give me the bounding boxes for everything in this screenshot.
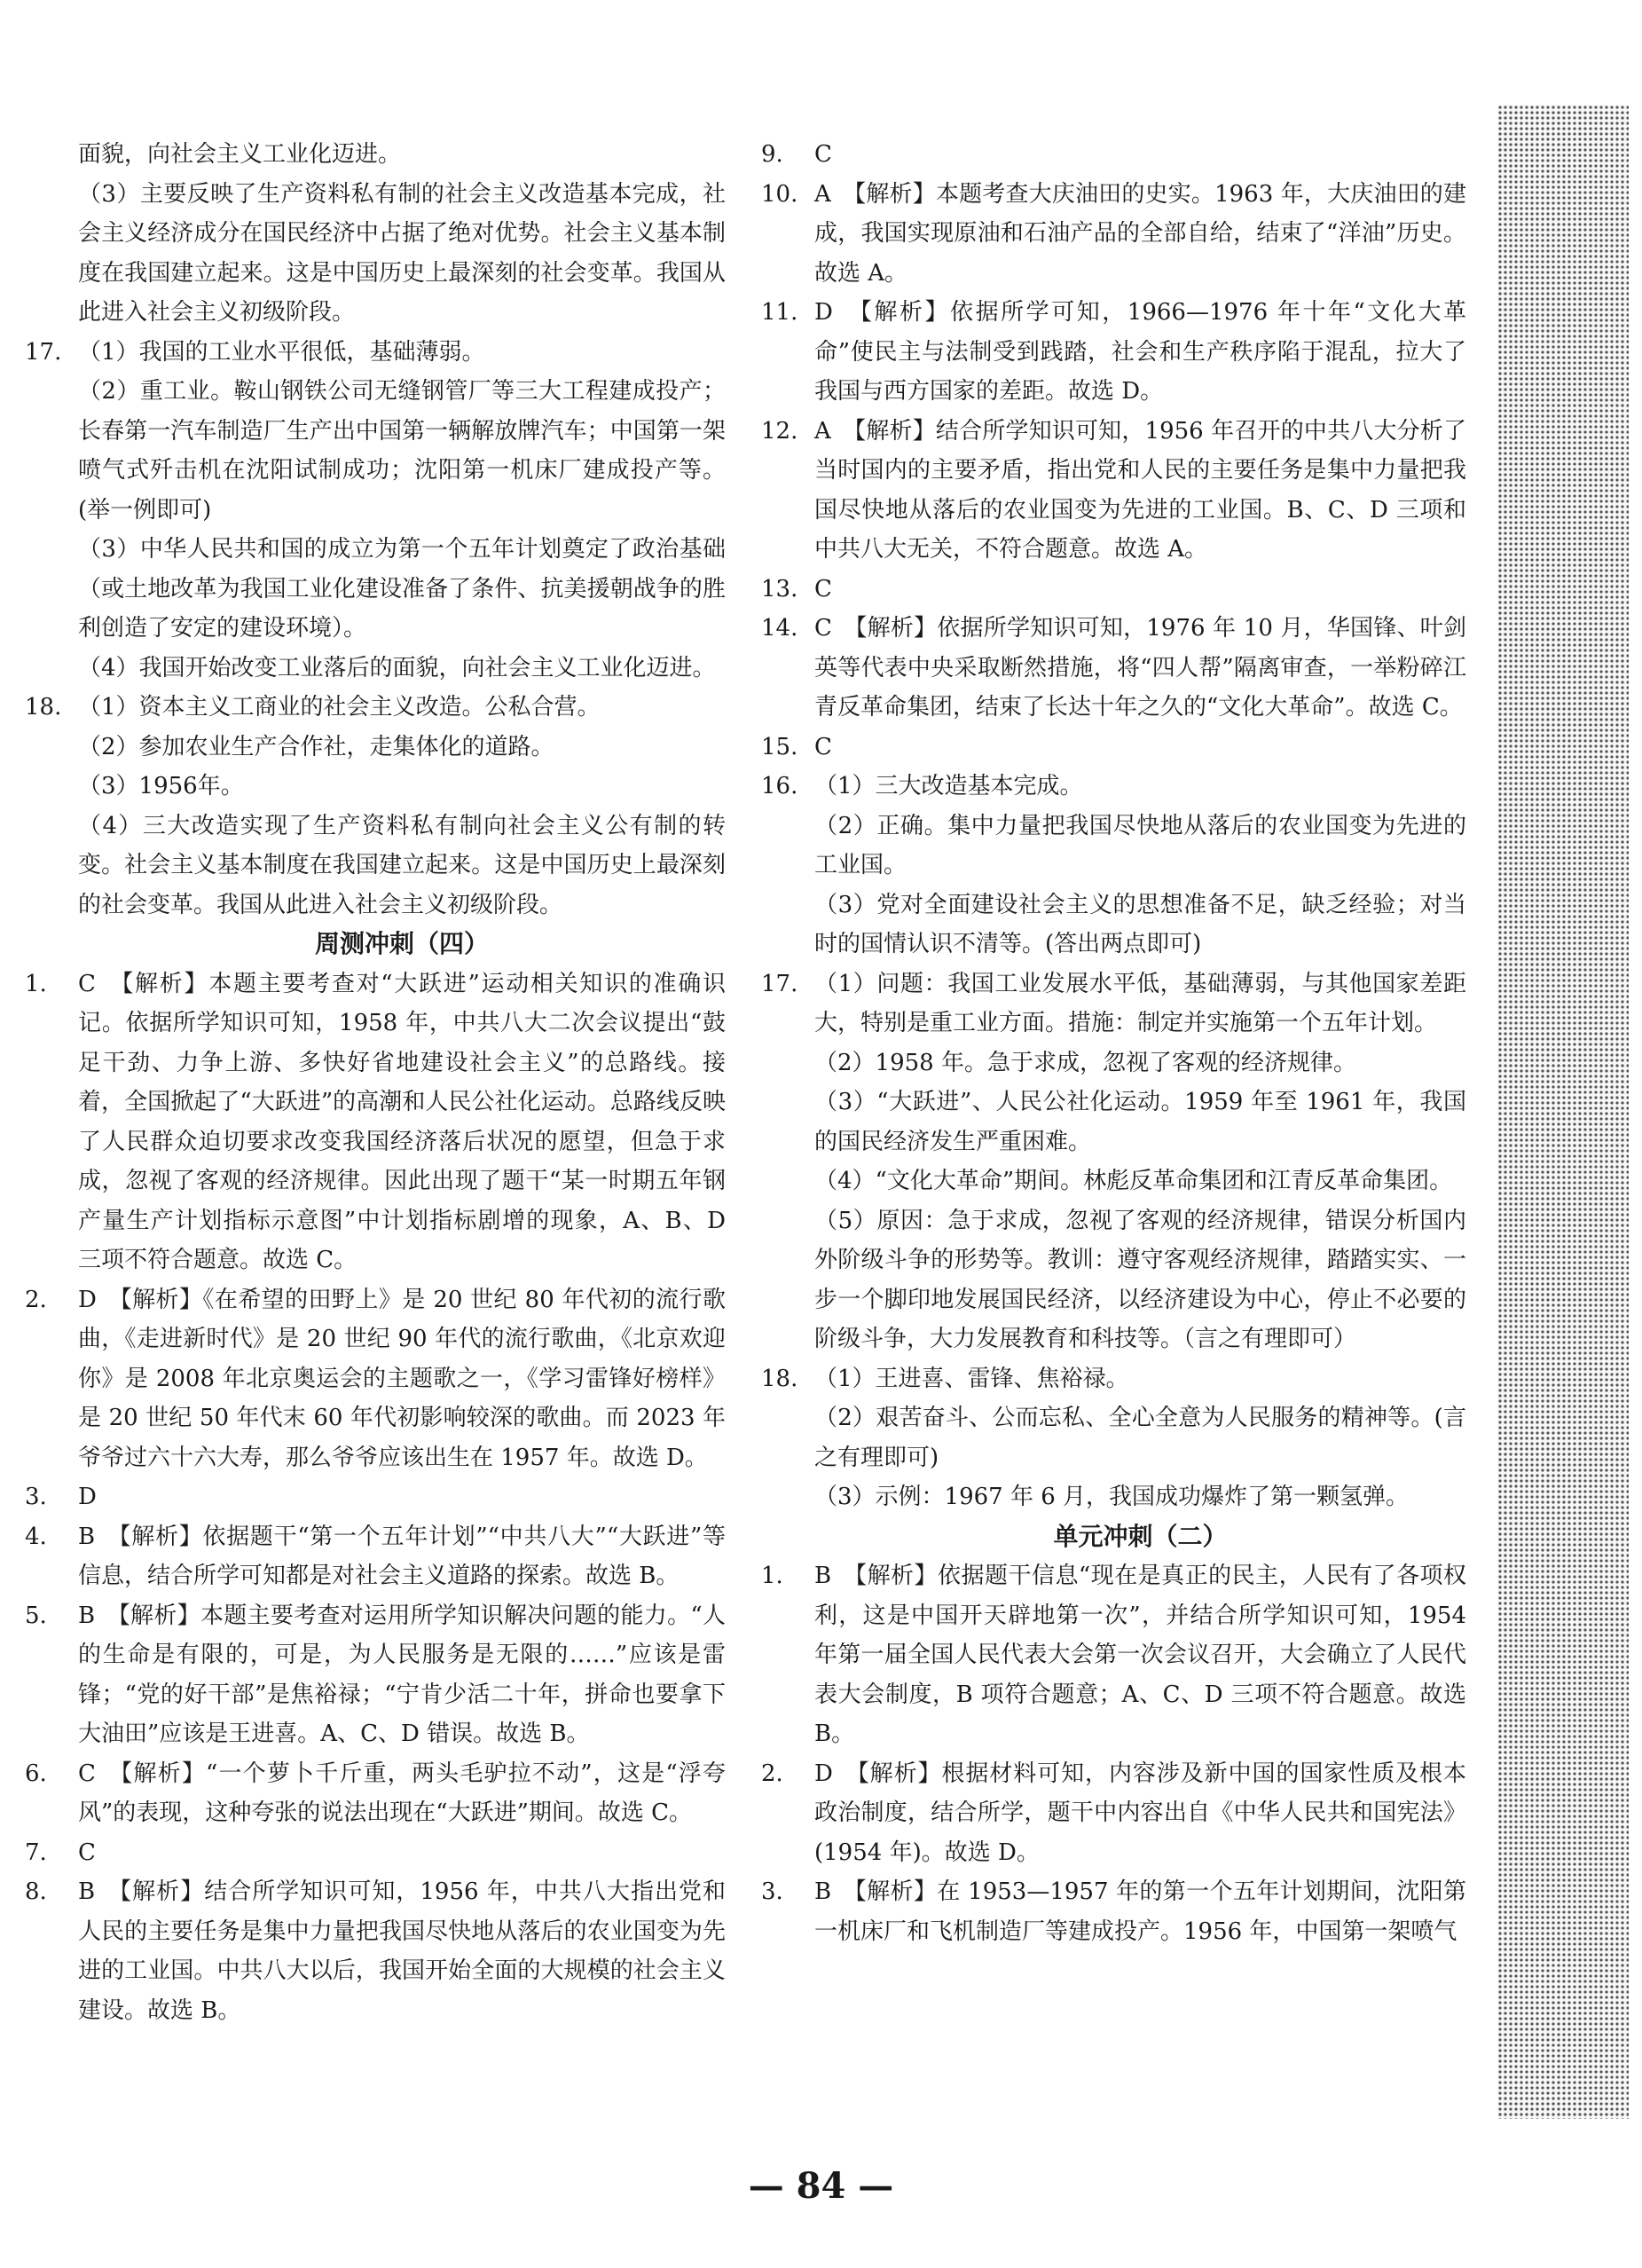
answer-item [25, 1596, 726, 1754]
answer-item [25, 965, 726, 1280]
question-number: 2. [25, 1286, 47, 1313]
answer-text: （3）中华人民共和国的成立为第一个五年计划奠定了政治基础（或土地改革为我国工业化建设准备了条件、抗美援朝战争的胜利创造了安定的建设环境）。 [78, 536, 726, 642]
question-number: 6. [25, 1760, 47, 1787]
question-number: 17. [761, 970, 798, 997]
question-number: 7. [25, 1839, 47, 1866]
answer-continuation [761, 1201, 1466, 1359]
answer-text: （4）我国开始改变工业落后的面貌，向社会主义工业化迈进。 [78, 654, 716, 681]
section-heading: 单元冲刺（二） [1053, 1521, 1228, 1551]
question-number: 3. [25, 1484, 47, 1510]
answer-text: （4）“文化大革命”期间。林彪反革命集团和江青反革命集团。 [814, 1168, 1453, 1194]
answer-text: D 【解析】依据所学可知，1966—1976 年十年“文化大革命”使民主与法制受到践踏，社会和生产秩序陷于混乱，拉大了我国与西方国家的差距。故选 D。 [814, 299, 1466, 405]
answer-text: （1）三大改造基本完成。 [814, 773, 1083, 799]
answer-item [761, 767, 1466, 807]
question-number: 14. [761, 615, 798, 642]
answer-text: （1）王进喜、雷锋、焦裕禄。 [814, 1365, 1129, 1392]
answer-text: （4）三大改造实现了生产资料私有制向社会主义公有制的转变。社会主义基本制度在我国建立起来。这是中国历史上最深刻的社会变革。我国从此进入社会主义初级阶段。 [78, 812, 726, 918]
answer-text: （2）重工业。鞍山钢铁公司无缝钢管厂等三大工程建成投产；长春第一汽车制造厂生产出中国第一辆解放牌汽车；中国第一架喷气式歼击机在沈阳试制成功；沈阳第一机床厂建成投产等。(举一例即可) [78, 378, 726, 524]
answer-item [25, 1754, 726, 1833]
answer-continuation [25, 649, 726, 689]
answer-text: （5）原因：急于求成，忽视了客观的经济规律，错误分析国内外阶级斗争的形势等。教训：遵守客观经济规律，踏踏实实、一步一个脚印地发展国民经济，以经济建设为中心，停止不必要的阶级斗争，大力发展教育和科技等。（言之有理即可） [814, 1207, 1466, 1352]
answer-continuation [761, 807, 1466, 886]
answer-item [761, 1872, 1466, 1951]
answer-text: C 【解析】本题主要考查对“大跃进”运动相关知识的准确识记。依据所学知识可知，1958 年，中共八大二次会议提出“鼓足干劲、力争上游、多快好省地建设社会主义”的总路线。接着，全国掀起了“大跃进”的高潮和人民公社化运动。总路线反映了人民群众迫切要求改变我国经济落后状况的愿望，但急于求成，忽视了客观的经济规律。因此出现了题干“某一时期五年钢产量生产计划指标示意图”中计划指标剧增的现象，A、B、D 三项不符合题意。故选 C。 [78, 970, 726, 1273]
answer-text: （1）我国的工业水平很低，基础薄弱。 [78, 338, 485, 366]
answer-continuation [761, 1162, 1466, 1201]
answer-item [761, 1754, 1466, 1873]
answer-item [25, 1517, 726, 1596]
question-number: 15. [761, 733, 798, 760]
answer-item [25, 1280, 726, 1478]
answer-item [761, 412, 1466, 570]
answer-text: （3）示例：1967 年 6 月，我国成功爆炸了第一颗氢弹。 [814, 1484, 1410, 1510]
answer-text: 面貌，向社会主义工业化迈进。 [78, 141, 402, 168]
question-number: 18. [761, 1365, 798, 1392]
question-number: 18. [25, 694, 62, 721]
answer-text: B 【解析】依据题干“第一个五年计划”“中共八大”“大跃进”等信息，结合所学可知都是对社会主义道路的探索。故选 B。 [78, 1523, 726, 1589]
answer-text: B 【解析】在 1953—1957 年的第一个五年计划期间，沈阳第一机床厂和飞机制造厂等建成投产。1956 年，中国第一架喷气 [814, 1878, 1466, 1945]
section-heading: 周测冲刺（四） [314, 929, 489, 958]
dotted-margin-strip [1497, 105, 1629, 2119]
question-number: 9. [761, 141, 783, 168]
answer-continuation [25, 807, 726, 925]
answer-text: （3）“大跃进”、人民公社化运动。1959 年至 1961 年，我国的国民经济发生严重困难。 [814, 1089, 1466, 1155]
answer-continuation [25, 767, 726, 807]
question-number: 16. [761, 773, 798, 799]
answer-text: （3）1956年。 [78, 773, 244, 799]
answer-text: D 【解析】根据材料可知，内容涉及新中国的国家性质及根本政治制度，结合所学，题干中内容出自《中华人民共和国宪法》(1954 年)。故选 D。 [814, 1760, 1466, 1866]
right-column [761, 135, 1466, 1951]
answer-item [25, 333, 726, 373]
question-number: 2. [761, 1760, 783, 1787]
answer-item [761, 965, 1466, 1043]
answer-continuation [25, 728, 726, 768]
page-number: — 84 — [748, 2165, 894, 2207]
answer-text: C [78, 1839, 96, 1866]
answer-item [761, 570, 1466, 610]
answer-text: C [814, 141, 832, 168]
answer-continuation [25, 135, 726, 175]
answer-item [761, 609, 1466, 728]
answer-continuation [761, 1083, 1466, 1162]
left-column [25, 135, 726, 2030]
answer-continuation [761, 1043, 1466, 1083]
answer-item [761, 728, 1466, 768]
answer-text: （3）主要反映了生产资料私有制的社会主义改造基本完成，社会主义经济成分在国民经济中占据了绝对优势。社会主义基本制度在我国建立起来。这是中国历史上最深刻的社会变革。我国从此进入社会主义初级阶段。 [78, 180, 726, 326]
answer-text: （2）参加农业生产合作社，走集体化的道路。 [78, 733, 554, 760]
answer-item [25, 1872, 726, 2030]
answer-item [761, 135, 1466, 175]
answer-text: A 【解析】本题考查大庆油田的史实。1963 年，大庆油田的建成，我国实现原油和石油产品的全部自给，结束了“洋油”历史。故选 A。 [814, 180, 1466, 287]
question-number: 5. [25, 1602, 47, 1629]
answer-continuation [761, 886, 1466, 965]
question-number: 11. [761, 299, 798, 326]
answer-text: （2）正确。集中力量把我国尽快地从落后的农业国变为先进的工业国。 [814, 812, 1466, 878]
answer-text: C [814, 733, 832, 760]
answer-continuation [761, 1398, 1466, 1477]
question-number: 4. [25, 1523, 47, 1550]
answer-text: （2）艰苦奋斗、公而忘私、全心全意为人民服务的精神等。(言之有理即可) [814, 1405, 1466, 1471]
answer-item [25, 1477, 726, 1517]
question-number: 13. [761, 575, 798, 602]
answer-item [761, 293, 1466, 412]
answer-continuation [25, 372, 726, 530]
answer-text: （1）资本主义工商业的社会主义改造。公私合营。 [78, 694, 601, 721]
answer-text: D [78, 1484, 97, 1510]
answer-text: C 【解析】依据所学知识可知，1976 年 10 月，华国锋、叶剑英等代表中央采取断然措施，将“四人帮”隔离审查，一举粉碎江青反革命集团，结束了长达十年之久的“文化大革命”。故选 C。 [814, 615, 1466, 721]
question-number: 1. [25, 970, 47, 997]
answer-continuation [25, 530, 726, 649]
question-number: 10. [761, 180, 798, 208]
answer-text: （2）1958 年。急于求成，忽视了客观的经济规律。 [814, 1049, 1356, 1076]
answer-item [25, 688, 726, 728]
answer-text: B 【解析】本题主要考查对运用所学知识解决问题的能力。“人的生命是有限的，可是，为人民服务是无限的……”应该是雷锋；“党的好干部”是焦裕禄；“宁肯少活二十年，拼命也要拿下大油田”应该是王进喜。A、C、D 错误。故选 B。 [78, 1602, 726, 1747]
answer-item [25, 1833, 726, 1873]
answer-item [761, 1556, 1466, 1754]
answer-continuation [25, 175, 726, 333]
answer-text: C [814, 575, 832, 602]
answer-text: （1）问题：我国工业发展水平低，基础薄弱，与其他国家差距大，特别是重工业方面。措施：制定并实施第一个五年计划。 [814, 970, 1466, 1036]
answer-text: A 【解析】结合所学知识可知，1956 年召开的中共八大分析了当时国内的主要矛盾，指出党和人民的主要任务是集中力量把我国尽快地从落后的农业国变为先进的工业国。B、C、D 三项和中共八大无关，不符合题意。故选 A。 [814, 417, 1466, 563]
question-number: 8. [25, 1878, 47, 1905]
answer-continuation [761, 1477, 1466, 1517]
answer-item [761, 1359, 1466, 1399]
question-number: 12. [761, 417, 798, 445]
answer-text: （3）党对全面建设社会主义的思想准备不足，缺乏经验；对当时的国情认识不清等。(答出两点即可) [814, 891, 1466, 957]
question-number: 17. [25, 338, 62, 366]
answer-text: B 【解析】依据题干信息“现在是真正的民主，人民有了各项权利，这是中国开天辟地第一次”，并结合所学知识可知，1954 年第一届全国人民代表大会第一次会议召开，大会确立了人民代表大会制度，B 项符合题意；A、C、D 三项不符合题意。故选 B。 [814, 1563, 1466, 1747]
answer-text: D 【解析】《在希望的田野上》是 20 世纪 80 年代初的流行歌曲，《走进新时代》是 20 世纪 90 年代的流行歌曲，《北京欢迎你》是 2008 年北京奥运会的主题歌之一，《学习雷锋好榜样》是 20 世纪 50 年代末 60 年代初影响较深的歌曲。而 2023 年爷爷过六十六大寿，那么爷爷应该出生在 1957 年。故选 D。 [78, 1286, 726, 1471]
answer-text: C 【解析】“一个萝卜千斤重，两头毛驴拉不动”，这是“浮夸风”的表现，这种夸张的说法出现在“大跃进”期间。故选 C。 [78, 1760, 726, 1826]
answer-text: B 【解析】结合所学知识可知，1956 年，中共八大指出党和人民的主要任务是集中力量把我国尽快地从落后的农业国变为先进的工业国。中共八大以后，我国开始全面的大规模的社会主义建设。故选 B。 [78, 1878, 726, 2024]
question-number: 1. [761, 1563, 783, 1589]
answer-item [761, 175, 1466, 294]
question-number: 3. [761, 1878, 783, 1905]
